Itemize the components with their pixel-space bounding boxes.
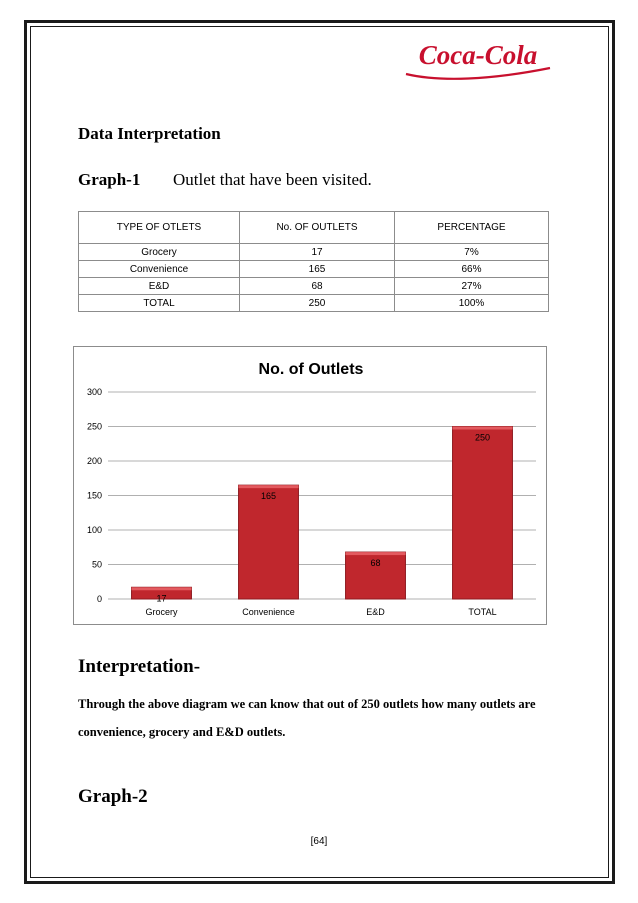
interpretation-title: Interpretation- <box>78 656 201 677</box>
table-cell: 68 <box>240 278 395 295</box>
y-tick-label: 50 <box>91 559 102 570</box>
bar-highlight <box>239 485 299 488</box>
table-cell: Convenience <box>79 261 240 278</box>
data-label: 165 <box>260 491 277 502</box>
table-cell: 165 <box>240 261 395 278</box>
y-tick-label: 250 <box>86 421 102 432</box>
logo-text: Coca-Cola <box>418 40 538 70</box>
bar-highlight <box>132 587 192 590</box>
y-tick-label: 100 <box>86 525 102 535</box>
bar-highlight <box>453 427 513 430</box>
chart-title: No. of Outlets <box>258 361 364 378</box>
x-tick-label: TOTAL <box>468 607 497 617</box>
x-tick-label: Grocery <box>145 607 178 617</box>
table-cell: TOTAL <box>79 295 240 312</box>
table-row <box>79 295 549 312</box>
data-label: 68 <box>370 558 381 569</box>
graph1-description: Outlet that have been visited. <box>173 170 372 189</box>
table-row <box>79 278 549 295</box>
page-number: [64] <box>310 836 328 847</box>
graph1-label: Graph-1 <box>78 170 141 189</box>
y-tick-label: 150 <box>86 490 102 501</box>
bar <box>453 427 513 600</box>
table-row <box>79 261 549 278</box>
table-cell: 7% <box>395 244 549 261</box>
table-header-type: TYPE OF OTLETS <box>79 212 240 244</box>
x-tick-label: E&D <box>366 607 385 617</box>
interpretation-body: Through the above diagram we can know that out of 250 outlets how many outlets are convenience, grocery and E&D outlets. <box>78 697 536 739</box>
graph2-label: Graph-2 <box>78 786 148 807</box>
graph1-heading <box>78 170 372 190</box>
section-title: Data Interpretation <box>78 124 221 143</box>
data-label: 17 <box>156 593 167 604</box>
data-label: 250 <box>474 432 491 443</box>
table-cell: 250 <box>240 295 395 312</box>
table-header-count: No. OF OUTLETS <box>240 212 395 244</box>
y-tick-label: 200 <box>86 456 102 466</box>
table-row <box>79 244 549 261</box>
y-tick-label: 0 <box>96 594 102 604</box>
table-header-percentage: PERCENTAGE <box>395 212 549 244</box>
table-cell: 100% <box>395 295 549 312</box>
y-tick-label: 300 <box>86 387 102 397</box>
table-cell: 17 <box>240 244 395 261</box>
bar <box>239 485 299 599</box>
bar-highlight <box>346 552 406 555</box>
outlets-table <box>78 211 549 312</box>
table-cell: 27% <box>395 278 549 295</box>
coca-cola-logo <box>400 38 556 82</box>
table-cell: Grocery <box>79 244 240 261</box>
outlets-bar-chart <box>73 346 547 625</box>
table-cell: E&D <box>79 278 240 295</box>
table-cell: 66% <box>395 261 549 278</box>
table-header-row <box>79 212 549 244</box>
x-tick-label: Convenience <box>242 607 295 617</box>
chart-svg <box>74 347 548 626</box>
